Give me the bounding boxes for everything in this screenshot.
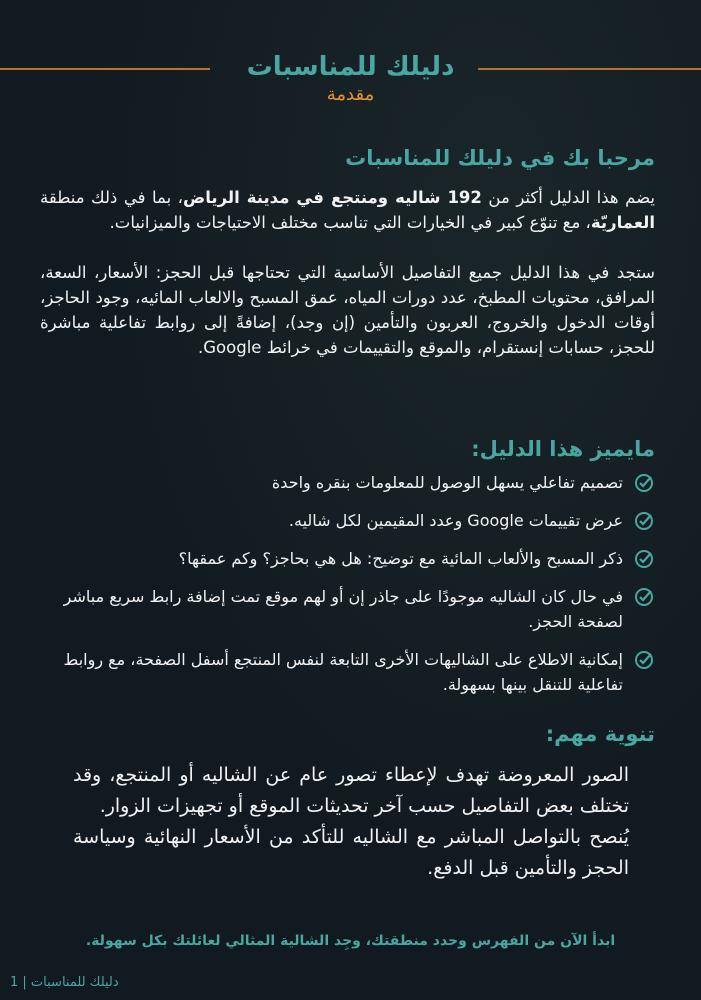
intro-highlight: 192 شاليه ومنتجع في مدينة الرياض [183,188,482,207]
intro-paragraph [40,185,655,235]
intro-highlight: العماريّة [590,213,655,232]
feature-text: تصميم تفاعلي يسهل الوصول للمعلومات بنقره واحدة [271,473,623,492]
feature-text: إمكانية الاطلاع على الشاليهات الأخرى التابعة لنفس المنتجع أسفل الصفحة، مع روابط تفاعلية للتنقل بينها بسهولة. [63,650,623,694]
list-item [40,470,655,495]
intro-text: ، مع تنوّع كبير في الخيارات التي تناسب مختلف الاحتياجات والميزانيات. [109,213,591,232]
check-circle-icon [633,650,655,670]
feature-text: في حال كان الشاليه موجودًا على جاذر إن أو لهم موقع تمت إضافة رابط سريع مباشر لصفحة الحجز. [63,587,623,631]
features-list [40,470,655,710]
check-circle-icon [633,587,655,607]
page-footer: دليلك للمناسبات | 1 [10,975,119,990]
details-paragraph: ستجد في هذا الدليل جميع التفاصيل الأساسية التي تحتاجها قبل الحجز: الأسعار، السعة، المرافق، محتويات المطبخ، عدد دورات المياه، عمق المسبح والالعاب المائيه، وجود الحاجز، أوقات الدخول والخروج، العربون والتأمين (إن وجد)، إضافةً إلى روابط تفاعلية مباشرة للحجز، حسابات إنستقرام، والموقع والتقييمات في خرائط Google. [40,263,655,357]
features-heading: مايميز هذا الدليل: [471,437,655,461]
note-paragraph: الصور المعروضة تهدف لإعطاء تصور عام عن الشاليه أو المنتجع، وقد تختلف بعض التفاصيل حسب آخر تحديثات الموقع أو تجهيزات الزوار. [73,764,629,817]
intro-text: ، بما في ذلك منطقة [40,188,184,207]
list-item [40,508,655,533]
note-body [73,760,629,884]
feature-text: عرض تقييمات Google وعدد المقيمين لكل شاليه. [288,511,623,530]
call-to-action: ابدأ الآن من الفهرس وحدد منطقتك، وجِد الشالية المثالي لعائلتك بكل سهولة. [85,933,616,949]
note-heading: تنوية مهم: [545,722,655,746]
page-header [0,48,701,88]
feature-text: ذكر المسبح والألعاب المائية مع توضيح: هل هي بحاجز؟ وكم عمقها؟ [178,549,623,568]
check-circle-icon [633,473,655,493]
check-circle-icon [633,549,655,569]
list-item [40,546,655,571]
intro-text: يضم هذا الدليل أكثر من [481,188,655,207]
page-title: دليلك للمناسبات [246,52,455,82]
page-subtitle: مقدمة [326,84,375,105]
list-item [40,647,655,697]
welcome-heading: مرحبا بك في دليلك للمناسبات [345,146,655,170]
list-item [40,584,655,634]
note-paragraph: يُنصح بالتواصل المباشر مع الشاليه للتأكد من الأسعار النهائية وسياسة الحجز والتأمين قبل الدفع. [73,826,629,879]
check-circle-icon [633,511,655,531]
